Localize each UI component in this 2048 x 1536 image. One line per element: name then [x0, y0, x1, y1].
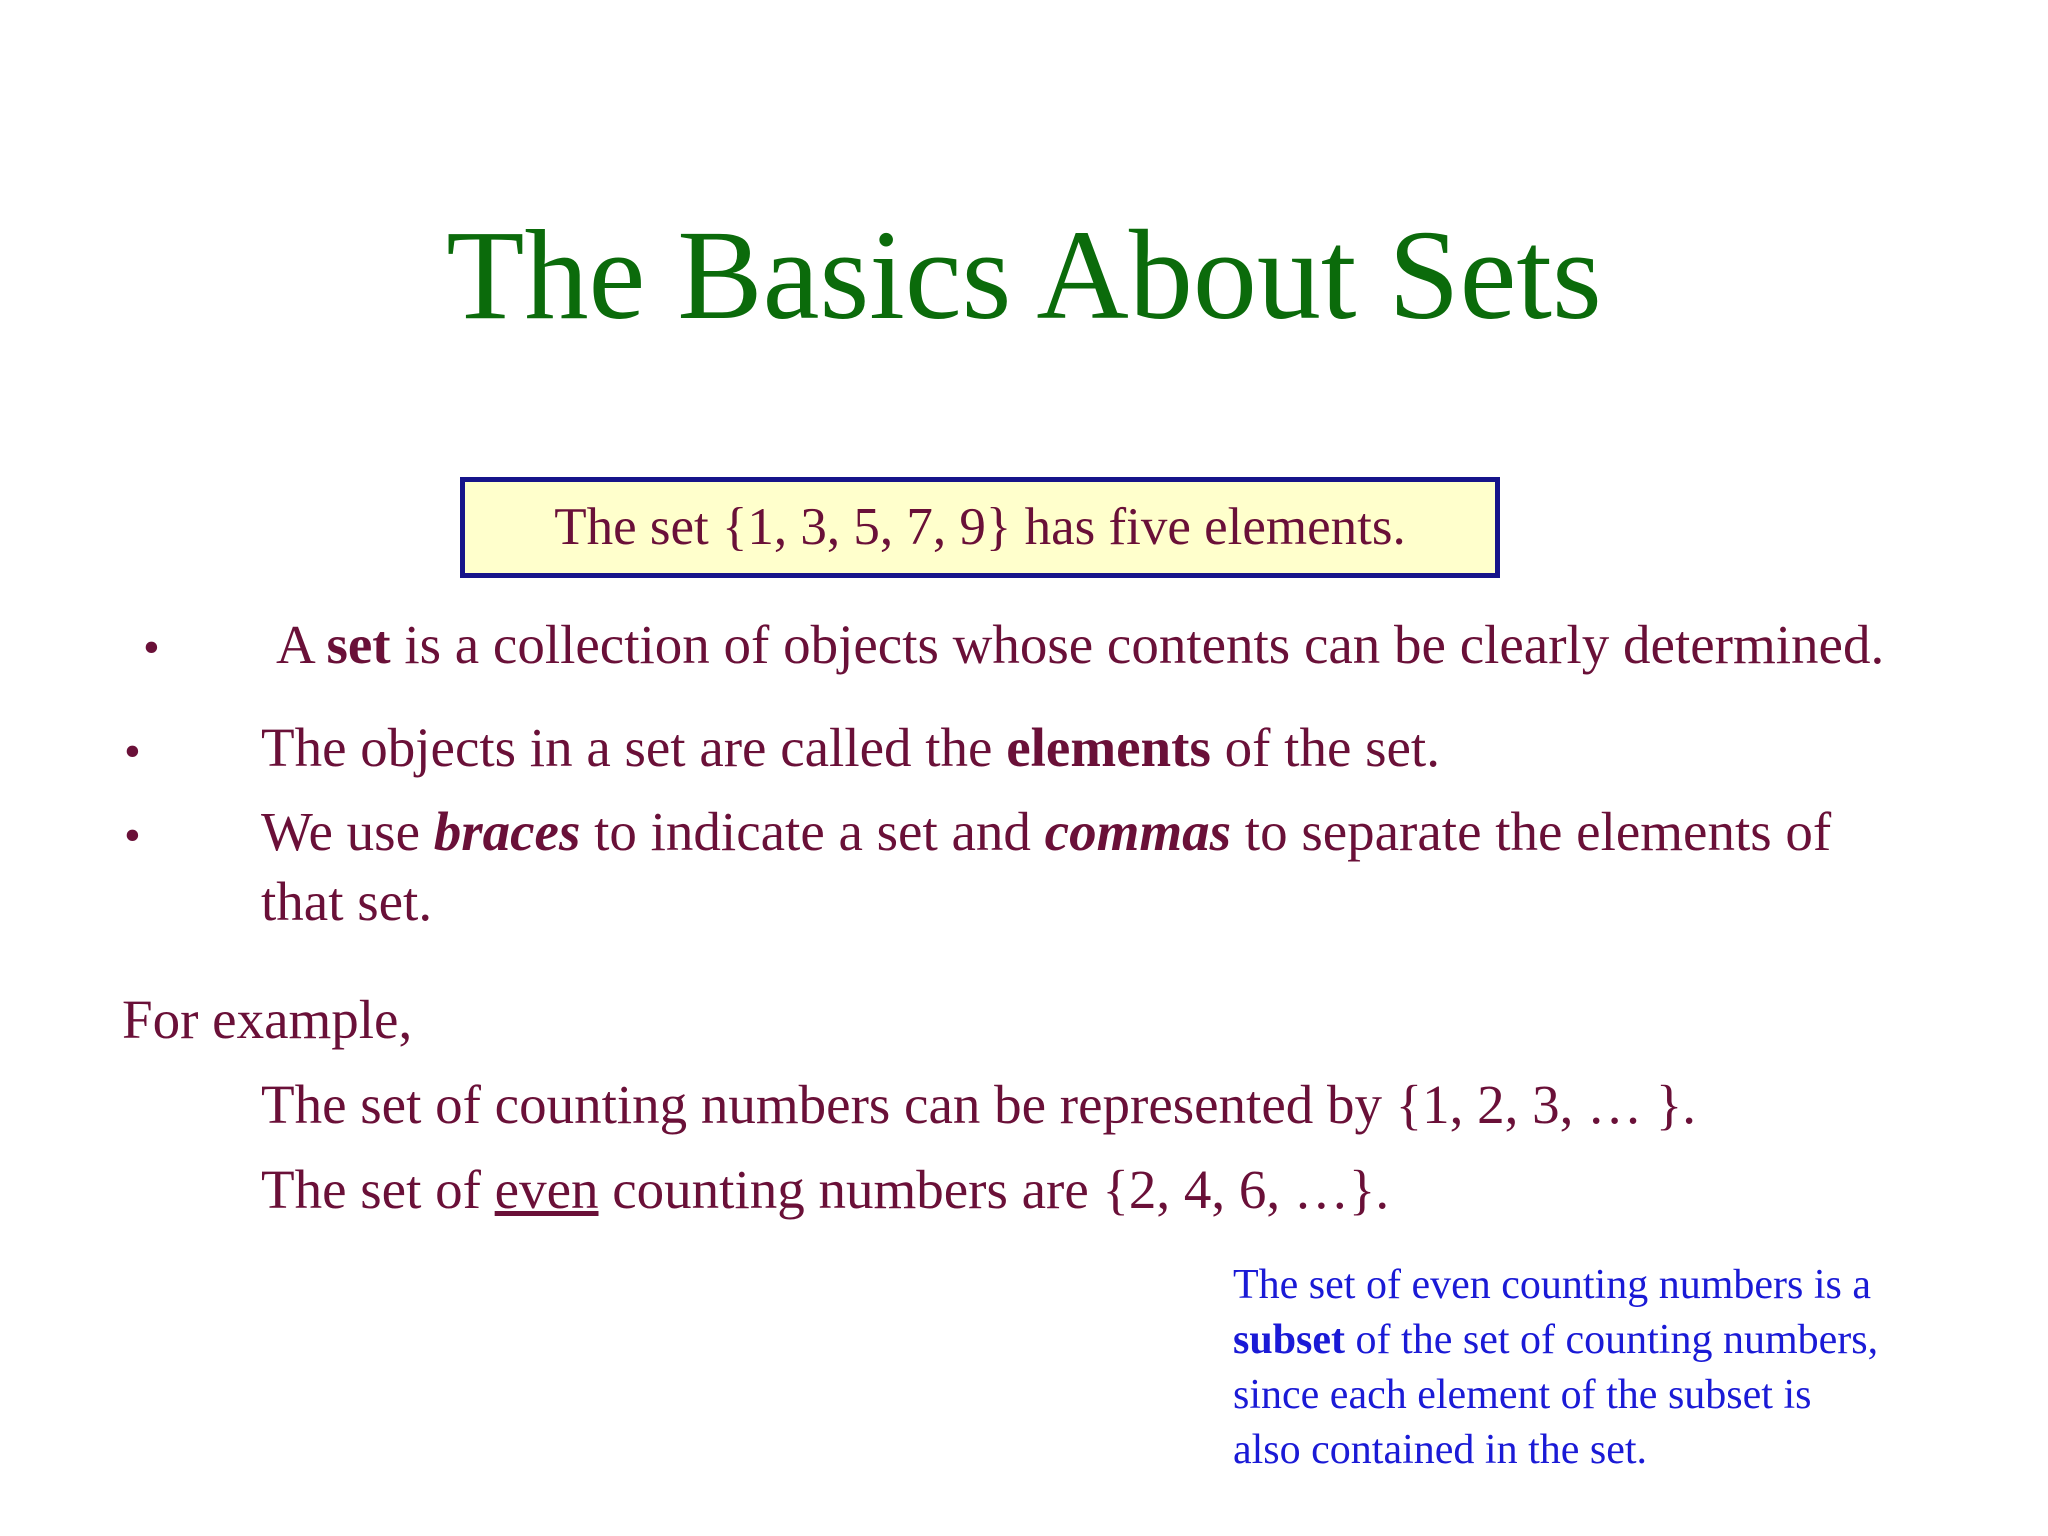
underlined-even: even [494, 1159, 599, 1220]
note-line-2 [1233, 1313, 1879, 1368]
note-line-2-post: of the set of counting numbers, [1345, 1317, 1879, 1363]
bullet-text-set-definition [276, 613, 1884, 677]
example-counting-numbers: The set of counting numbers can be represented by {1, 2, 3, … }. [261, 1074, 1697, 1135]
term-subset: subset [1233, 1317, 1346, 1363]
note-line-3: since each element of the subset is [1233, 1372, 1812, 1418]
callout-box: The set {1, 3, 5, 7, 9} has five elements. [460, 477, 1500, 578]
term-commas: commas [1044, 801, 1232, 862]
bullet-text-post: of the set. [1210, 717, 1440, 778]
example-line2-pre: The set of [261, 1159, 495, 1220]
slide-title: The Basics About Sets [446, 204, 1602, 346]
example-intro: For example, [122, 989, 413, 1050]
example-line2-post: counting numbers are {2, 4, 6, …}. [598, 1159, 1390, 1220]
bullet-text-braces-commas [261, 797, 1901, 937]
term-braces: braces [433, 801, 581, 862]
bullet-text-pre: The objects in a set are called the [261, 717, 1007, 778]
bullet-marker: • [124, 809, 141, 862]
term-elements: elements [1006, 717, 1211, 778]
bullet-text-mid: to indicate a set and [580, 801, 1045, 862]
bullet-line-1 [261, 797, 1901, 867]
bullet-text-pre: A [276, 614, 327, 675]
bullet-marker: • [124, 725, 141, 778]
bullet-text-elements [261, 716, 1440, 780]
term-set: set [326, 614, 391, 675]
bullet-line-2: that set. [261, 871, 433, 932]
bullet-marker: • [143, 621, 160, 674]
example-even-numbers [261, 1158, 1389, 1222]
subset-note [1233, 1258, 1879, 1478]
note-line-1: The set of even counting numbers is a [1233, 1262, 1871, 1308]
bullet-text-pre: We use [261, 801, 434, 862]
bullet-text-post: to separate the elements of [1231, 801, 1832, 862]
note-line-4: also contained in the set. [1233, 1427, 1648, 1473]
bullet-text-post: is a collection of objects whose contents can be clearly determined. [390, 614, 1885, 675]
